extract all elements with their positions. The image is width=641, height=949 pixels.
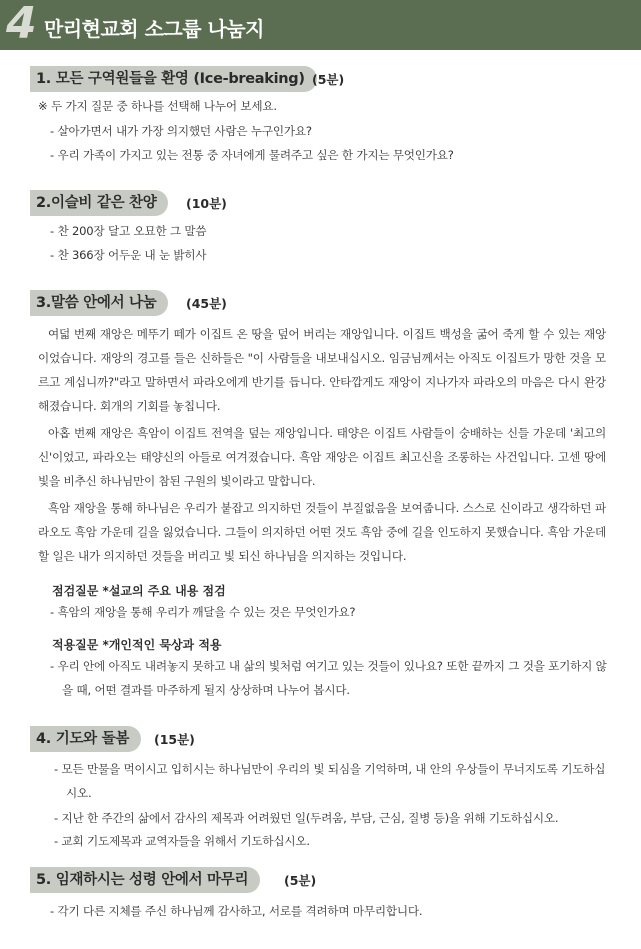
section-2-time: (10분) — [186, 196, 227, 211]
lesson-number: 4 — [6, 0, 37, 49]
section-3-title: 3.말씀 안에서 나눔 — [30, 290, 168, 316]
prayer-item: - 모든 만물을 먹이시고 입히시는 하나님만이 우리의 빛 되심을 기억하며, 내 안의 우상들이 무너지도록 기도하십시오. — [54, 762, 606, 800]
list-item: - 찬 366장 어두운 내 눈 밝히사 — [50, 248, 207, 262]
section-3-time: (45분) — [186, 296, 227, 311]
check-question: - 흑암의 재앙을 통해 우리가 깨달을 수 있는 것은 무엇인가요? — [50, 605, 356, 619]
sermon-paragraph-3: 흑암 재앙을 통해 하나님은 우리가 붙잡고 의지하던 것들이 부질없음을 보여줍니다. 스스로 신이라고 생각하던 파라오도 흑암 가운데 길을 잃었습니다. 그들이 의지하던 어떤 것도 흑암 중에 길을 인도하지 못했습니다. 흑암 가운데 할 일은 내가 의지하던 것들을 버리고 빛 되신 하나님을 의지하는 것입니다. — [38, 501, 606, 563]
apply-question-title: 적용질문 *개인적인 묵상과 적용 — [52, 638, 222, 652]
section-4-title: 4. 기도와 돌봄 — [30, 726, 141, 752]
page-title: 만리현교회 소그룹 나눔지 — [44, 17, 264, 41]
list-item: - 찬 200장 달고 오묘한 그 말씀 — [50, 224, 207, 238]
apply-question: - 우리 안에 아직도 내려놓지 못하고 내 삶의 빛처럼 여기고 있는 것들이 있나요? 또한 끝까지 그 것을 포기하지 않을 때, 어떤 결과를 마주하게 될지 상상하며 나누어 봅시다. — [50, 659, 607, 697]
list-item: - 우리 가족이 가지고 있는 전통 중 자녀에게 물려주고 싶은 한 가지는 무엇인가요? — [50, 148, 454, 162]
prayer-item: - 지난 한 주간의 삶에서 감사의 제목과 어려웠던 일(두려움, 부담, 근심, 질병 등)을 위해 기도하십시오. — [54, 811, 559, 825]
prayer-item: - 교회 기도제목과 교역자들을 위해서 기도하십시오. — [54, 834, 310, 848]
check-question-title: 점검질문 *설교의 주요 내용 점검 — [52, 584, 226, 598]
sermon-paragraph-1: 여덟 번째 재앙은 메뚜기 떼가 이집트 온 땅을 덮어 버리는 재앙입니다. 이집트 백성을 굶어 죽게 할 수 있는 재앙이었습니다. 재앙의 경고를 들은 신하들은 "이 사람들을 내보내십시오. 임금님께서는 아직도 이집트가 망한 것을 모르고 계십니까?"라고 말하면서 파라오에게 반기를 듭니다. 안타깝게도 재앙이 지나가자 파라오의 마음은 다시 완강해졌습니다. 회개의 기회를 놓칩니다. — [38, 327, 606, 413]
section-1-time: (5분) — [312, 72, 345, 87]
sermon-paragraph-2: 아홉 번째 재앙은 흑암이 이집트 전역을 덮는 재앙입니다. 태양은 이집트 사람들이 숭배하는 신들 가운데 '최고의 신'이었고, 파라오는 태양신의 아들로 여겨졌습니다. 흑암 재앙은 이집트 최고신을 조롱하는 사건입니다. 고센 땅에 빛을 비추신 하나님만이 참된 구원의 빛이라고 말합니다. — [38, 426, 606, 488]
section-1-note: ※ 두 가지 질문 중 하나를 선택해 나누어 보세요. — [38, 99, 277, 113]
page-header — [0, 0, 641, 50]
list-item: - 살아가면서 내가 가장 의지했던 사람은 누구인가요? — [50, 124, 312, 138]
closing-item: - 각기 다른 지체를 주신 하나님께 감사하고, 서로를 격려하며 마무리합니다. — [50, 904, 423, 918]
section-2-title: 2.이슬비 같은 찬양 — [30, 190, 168, 216]
section-4-time: (15분) — [154, 732, 195, 747]
section-1-title: 1. 모든 구역원들을 환영 (Ice-breaking) — [30, 66, 317, 92]
section-5-title: 5. 임재하시는 성령 안에서 마무리 — [30, 867, 260, 893]
section-5-time: (5분) — [284, 873, 317, 888]
